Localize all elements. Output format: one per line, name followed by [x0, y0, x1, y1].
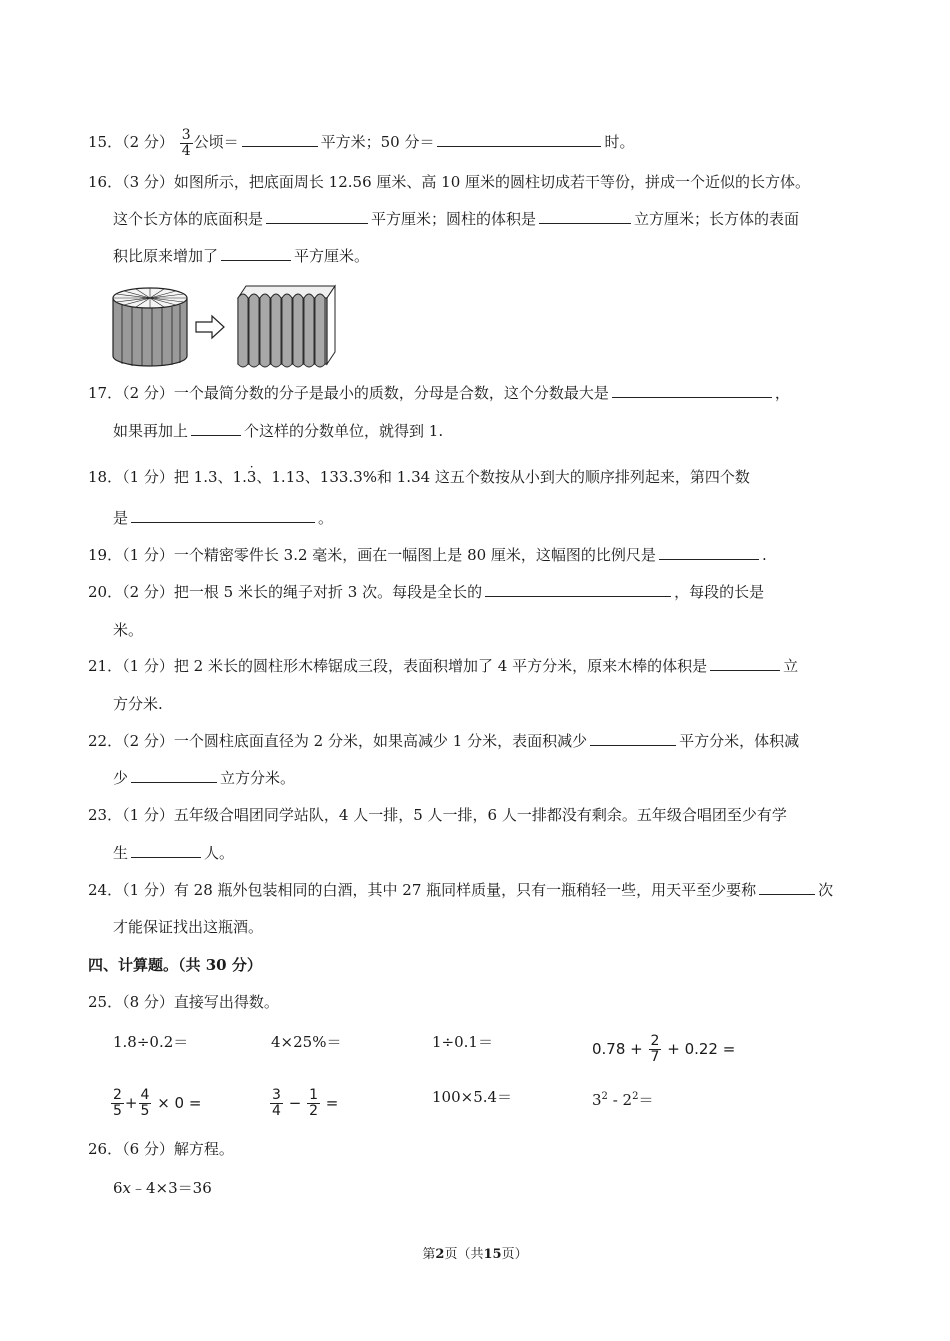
question-24: 24．（1 分）有 28 瓶外包装相同的白酒，其中 27 瓶同样质量，只有一瓶稍轻一些，用天平至少要称 次 — [88, 881, 834, 899]
answer-blank[interactable] — [659, 545, 759, 560]
equation: 6x﹣4×3＝36 — [113, 1179, 212, 1197]
answer-blank[interactable] — [759, 880, 815, 895]
question-19: 19．（1 分）一个精密零件长 3.2 毫米，画在一幅图上是 80 厘米，这幅图的比例尺是 . — [88, 546, 767, 564]
section-title: 四、计算题。（共 30 分） — [88, 956, 262, 974]
cylinder-to-cuboid-figure — [108, 280, 348, 368]
question-21: 21．（1 分）把 2 米长的圆柱形木棒锯成三段，表面积增加了 4 平方分米，原来木棒的体积是 立 — [88, 657, 799, 675]
calc-item: 100×5.4＝ — [432, 1088, 513, 1106]
calc-item: $\frac{2}{5}$ + $\frac{4}{5}$ × 0 = — [113, 1087, 202, 1119]
question-15: 15．（2 分） $\frac{3}{4}$ 公顷＝ 平方米；50 分＝ 时。 — [88, 127, 635, 159]
question-26: 26．（6 分）解方程。 — [88, 1140, 234, 1158]
question-16-line3: 积比原来增加了 平方厘米。 — [113, 247, 370, 265]
question-20: 20．（2 分）把一根 5 米长的绳子对折 3 次。每段是全长的 ，每段的长是 — [88, 583, 765, 601]
answer-blank[interactable] — [590, 731, 676, 746]
answer-blank[interactable] — [131, 768, 217, 783]
calc-item: 0.78 + $\frac{2}{7}$ + 0.22 = — [592, 1033, 736, 1065]
question-16: 16．（3 分）如图所示，把底面周长 12.56 厘米、高 10 厘米的圆柱切成若干等份，拼成一个近似的长方体。 — [88, 173, 811, 191]
answer-blank[interactable] — [191, 421, 241, 436]
calc-item: $\frac{3}{4}$ − $\frac{1}{2}$ = — [272, 1087, 339, 1119]
cylinder-icon — [113, 288, 187, 366]
fraction-three-quarters: $\frac{3}{4}$ — [181, 127, 191, 159]
question-23-line2: 生 人。 — [113, 844, 235, 862]
answer-blank[interactable] — [710, 656, 780, 671]
question-17: 17．（2 分）一个最简分数的分子是最小的质数，分母是合数，这个分数最大是 ， — [88, 384, 790, 402]
question-22: 22．（2 分）一个圆柱底面直径为 2 分米，如果高减少 1 分米，表面积减少 平方分米，体积减 — [88, 732, 800, 750]
question-25: 25．（8 分）直接写出得数。 — [88, 993, 279, 1011]
question-18: 18．（1 分）把 1.3、1.· 3、1.13、133.3%和 1.34 这五个数按从小到大的顺序排列起来，第四个数 — [88, 467, 750, 487]
answer-blank[interactable] — [242, 132, 318, 147]
question-16-line2: 这个长方体的底面积是 平方厘米；圆柱的体积是 立方厘米；长方体的表面 — [113, 210, 800, 228]
calc-item: 4×25%＝ — [271, 1033, 342, 1051]
question-18-line2: 是 。 — [113, 509, 334, 527]
question-24-line2: 才能保证找出这瓶酒。 — [113, 918, 264, 936]
answer-blank[interactable] — [266, 209, 368, 224]
repeating-digit: · 3 — [247, 468, 257, 486]
answer-blank[interactable] — [539, 209, 631, 224]
question-17-line2: 如果再加上 个这样的分数单位，就得到 1. — [113, 422, 444, 440]
page-footer: 第2页（共15页） — [422, 1247, 528, 1262]
calc-item: 1÷0.1＝ — [432, 1033, 493, 1051]
answer-blank[interactable] — [437, 132, 601, 147]
question-21-line2: 方分米. — [113, 695, 163, 713]
calc-item: $3^2 - 2^2=$ — [592, 1091, 654, 1109]
question-23: 23．（1 分）五年级合唱团同学站队，4 人一排，5 人一排，6 人一排都没有剩余。五年级合唱团至少有学 — [88, 806, 787, 824]
calc-item: 1.8÷0.2＝ — [113, 1033, 189, 1051]
answer-blank[interactable] — [221, 246, 291, 261]
question-22-line2: 少 立方分米。 — [113, 769, 296, 787]
answer-blank[interactable] — [612, 383, 772, 398]
answer-blank[interactable] — [485, 582, 671, 597]
question-20-line2: 米。 — [113, 621, 144, 639]
cuboid-icon — [238, 286, 335, 367]
answer-blank[interactable] — [131, 508, 315, 523]
answer-blank[interactable] — [131, 843, 201, 858]
arrow-right-icon — [196, 316, 224, 338]
